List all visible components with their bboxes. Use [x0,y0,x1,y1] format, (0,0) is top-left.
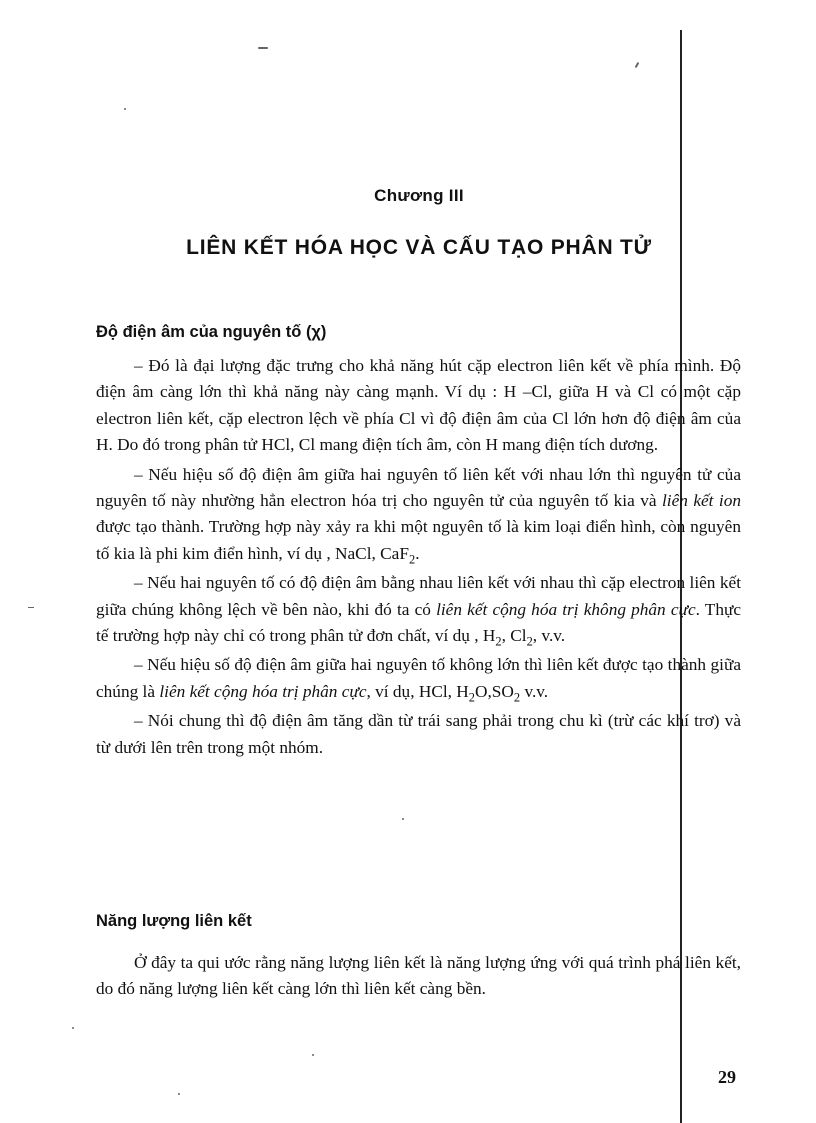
scan-speck [402,818,404,820]
paragraph-text: – Nếu hiệu số độ điện âm giữa hai nguyên tố liên kết với nhau lớn thì nguyên tử của nguyên tố này nhường hẳn electron hóa trị cho nguyên tử của nguyên tố kia và [96,464,741,511]
scan-speck [124,108,126,110]
paragraph-bond-energy: Ở đây ta qui ước rằng năng lượng liên kết là năng lượng ứng với quá trình phá liên kết, do đó năng lượng liên kết càng lớn thì liên kết càng bền. [96,953,741,999]
scan-speck [178,1093,180,1095]
subscript: 2 [408,552,416,567]
term-polar-covalent-bond: liên kết cộng hóa trị phân cực [159,681,367,701]
subscript: 2 [495,634,502,649]
subscript: 2 [526,634,533,649]
section-body-electronegativity [96,353,741,761]
scan-speck [28,607,34,608]
paragraph-text: . [415,543,420,563]
paragraph-nonpolar-bond [96,570,741,649]
section-heading-electronegativity: Độ điện âm của nguyên tố (χ) [96,323,327,341]
paragraph-polar-bond [96,652,741,705]
paragraph-ionic-bond [96,462,741,568]
scan-speck [312,1054,314,1056]
paragraph-text: được tạo thành. Trường hợp này xảy ra khi một nguyên tố là kim loại điển hình, còn nguyên tố kia là phi kim điển hình, ví dụ , NaCl, CaF [96,517,741,563]
chapter-label: Chương III [374,186,464,205]
paragraph-text: v.v. [520,681,549,701]
page-number: 29 [718,1067,736,1087]
paragraph-text: . Thực tế trường hợp này chỉ có trong phân tử đơn chất, ví dụ , H [96,599,742,646]
paragraph-trend: – Nói chung thì độ điện âm tăng dần từ trái sang phải trong chu kì (trừ các khí trơ) và từ dưới lên trên trong một nhóm. [96,711,741,757]
term-nonpolar-covalent-bond: liên kết cộng hóa trị không phân cực [436,599,696,619]
paragraph-text: , v.v. [532,626,566,646]
paragraph-text: – Nếu hai nguyên tố có độ điện âm bằng nhau liên kết với nhau thì cặp electron liên kết giữa chúng không lệch về bên nào, khi đó ta có [96,573,741,619]
paragraph-text: , Cl [501,626,527,646]
section-heading-bond-energy: Năng lượng liên kết [96,912,252,930]
subscript: 2 [513,690,521,705]
section-body-bond-energy [96,950,741,1003]
scan-speck [258,47,268,49]
paragraph-text: , ví dụ, HCl, H [366,681,469,701]
paragraph-text: O,SO [475,681,514,701]
subscript: 2 [468,690,475,705]
term-ionic-bond: liên kết ion [661,491,741,511]
scan-speck [72,1027,74,1029]
chapter-title: LIÊN KẾT HÓA HỌC VÀ CẤU TẠO PHÂN TỬ [186,236,652,259]
paragraph-definition: – Đó là đại lượng đặc trưng cho khả năng hút cặp electron liên kết về phía mình. Độ điện âm càng lớn thì khả năng này càng mạnh. Ví dụ : H –Cl, giữa H và Cl có một cặp electron liên kết, cặp electron lệch về phía Cl vì độ điện âm của Cl lớn hơn độ điện âm của H. Do đó trong phân tử HCl, Cl mang điện tích âm, còn H mang điện tích dương. [96,356,741,455]
paragraph-text: – Nếu hiệu số độ điện âm giữa hai nguyên tố không lớn thì liên kết được tạo thành giữa chúng là [96,655,741,701]
scan-speck [635,62,640,68]
